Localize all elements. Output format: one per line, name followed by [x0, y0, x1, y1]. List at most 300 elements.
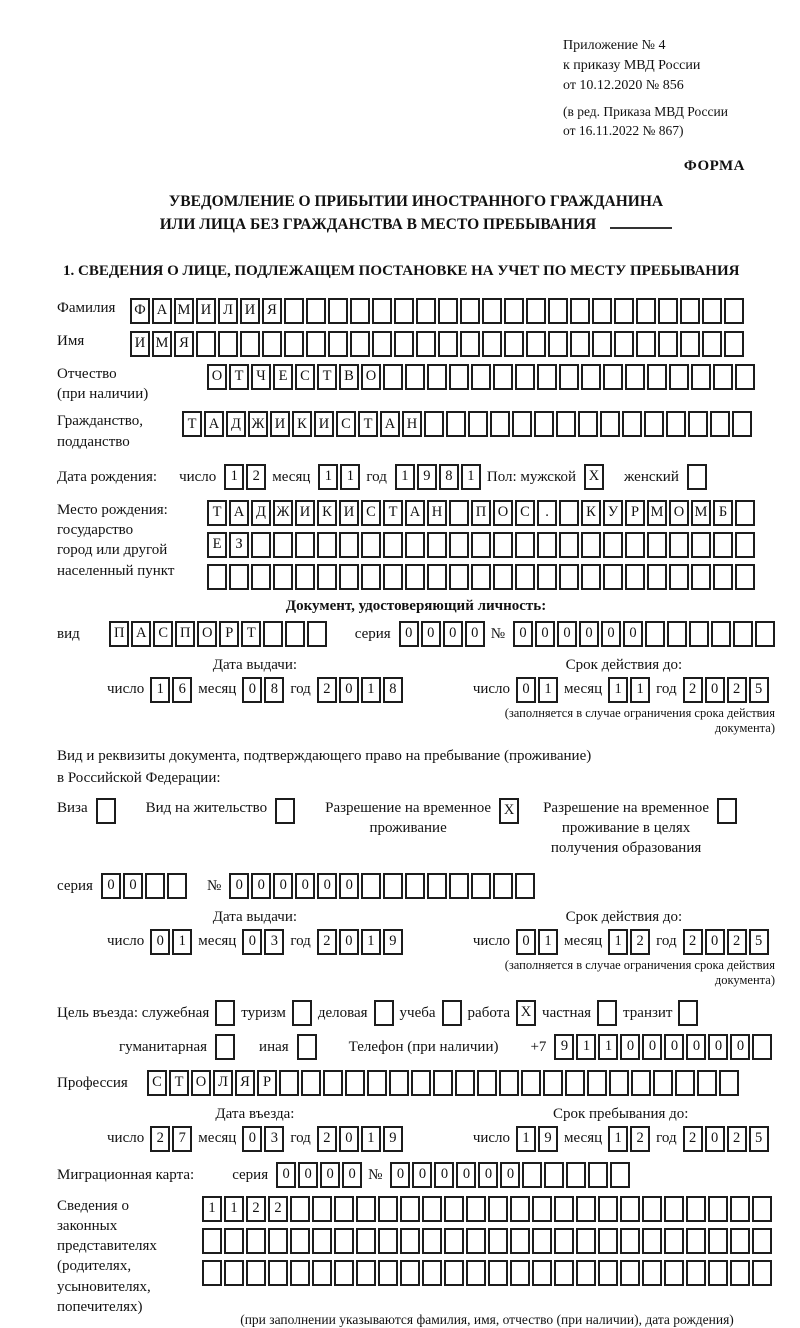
citizenship-cell[interactable]: С	[336, 411, 356, 437]
birth-day-cell[interactable]: 2	[246, 464, 266, 490]
birthplace-cell[interactable]	[735, 564, 755, 590]
permit-valid-month-cell[interactable]: 1	[608, 929, 628, 955]
representative-cell[interactable]	[224, 1228, 244, 1254]
permit-number-cell[interactable]: 0	[229, 873, 249, 899]
permit-number-cell[interactable]	[427, 873, 447, 899]
patronymic-cell[interactable]	[625, 364, 645, 390]
permit-issue-year-cell[interactable]: 0	[339, 929, 359, 955]
phone-cell[interactable]: 0	[686, 1034, 706, 1060]
mig-series-cell[interactable]: 0	[320, 1162, 340, 1188]
doc-type-cell[interactable]: О	[197, 621, 217, 647]
birthplace-cell[interactable]: М	[691, 500, 711, 526]
mig-number-cell[interactable]: 0	[500, 1162, 520, 1188]
birthplace-cell[interactable]: О	[493, 500, 513, 526]
birthplace-cell[interactable]	[273, 564, 293, 590]
representative-cell[interactable]	[642, 1228, 662, 1254]
representative-cell[interactable]	[268, 1228, 288, 1254]
representative-cell[interactable]	[400, 1260, 420, 1286]
mig-series-cell[interactable]: 0	[298, 1162, 318, 1188]
surname-cell[interactable]	[372, 298, 392, 324]
representative-cell[interactable]	[642, 1196, 662, 1222]
doc-number-cell[interactable]	[689, 621, 709, 647]
doc-series-cell[interactable]: 0	[465, 621, 485, 647]
representative-cell[interactable]	[554, 1228, 574, 1254]
permit-issue-day-cell[interactable]: 0	[150, 929, 170, 955]
representative-cell[interactable]	[268, 1260, 288, 1286]
permit-issue-year-cell[interactable]: 9	[383, 929, 403, 955]
mig-number-cell[interactable]: 0	[412, 1162, 432, 1188]
representative-cell[interactable]	[334, 1228, 354, 1254]
profession-cell[interactable]	[323, 1070, 343, 1096]
citizenship-cell[interactable]: И	[270, 411, 290, 437]
representative-cell[interactable]	[422, 1196, 442, 1222]
doc-valid-day-cell[interactable]: 1	[538, 677, 558, 703]
phone-cell[interactable]: 1	[598, 1034, 618, 1060]
birthplace-cell[interactable]	[251, 564, 271, 590]
birthplace-cell[interactable]	[713, 532, 733, 558]
birthplace-cell[interactable]	[603, 532, 623, 558]
name-cell[interactable]	[438, 331, 458, 357]
phone-cell[interactable]: 9	[554, 1034, 574, 1060]
birthplace-cell[interactable]: Т	[383, 500, 403, 526]
surname-cell[interactable]	[680, 298, 700, 324]
name-cell[interactable]	[350, 331, 370, 357]
birthplace-cell[interactable]	[405, 564, 425, 590]
profession-cell[interactable]	[609, 1070, 629, 1096]
surname-cell[interactable]	[394, 298, 414, 324]
permit-issue-month-cell[interactable]: 0	[242, 929, 262, 955]
representative-cell[interactable]	[752, 1196, 772, 1222]
birthplace-cell[interactable]: Т	[207, 500, 227, 526]
profession-cell[interactable]	[389, 1070, 409, 1096]
profession-cell[interactable]	[587, 1070, 607, 1096]
representative-cell[interactable]	[488, 1196, 508, 1222]
name-cell[interactable]	[680, 331, 700, 357]
entry-day-cell[interactable]: 7	[172, 1126, 192, 1152]
birthplace-cell[interactable]	[471, 532, 491, 558]
profession-cell[interactable]	[631, 1070, 651, 1096]
doc-number-cell[interactable]: 0	[535, 621, 555, 647]
phone-cell[interactable]: 0	[708, 1034, 728, 1060]
profession-cell[interactable]	[279, 1070, 299, 1096]
phone-cell[interactable]: 0	[664, 1034, 684, 1060]
representative-cell[interactable]	[620, 1196, 640, 1222]
surname-cell[interactable]	[482, 298, 502, 324]
profession-cell[interactable]	[565, 1070, 585, 1096]
mig-number-cell[interactable]: 0	[434, 1162, 454, 1188]
representative-cell[interactable]	[400, 1228, 420, 1254]
profession-cell[interactable]: Р	[257, 1070, 277, 1096]
surname-cell[interactable]	[438, 298, 458, 324]
birthplace-cell[interactable]	[339, 532, 359, 558]
doc-number-cell[interactable]: 0	[557, 621, 577, 647]
patronymic-cell[interactable]	[735, 364, 755, 390]
name-cell[interactable]	[636, 331, 656, 357]
citizenship-cell[interactable]	[468, 411, 488, 437]
surname-cell[interactable]	[592, 298, 612, 324]
surname-cell[interactable]	[350, 298, 370, 324]
mig-number-cell[interactable]	[544, 1162, 564, 1188]
doc-valid-year-cell[interactable]: 0	[705, 677, 725, 703]
representative-cell[interactable]	[378, 1196, 398, 1222]
representative-cell[interactable]	[730, 1228, 750, 1254]
surname-cell[interactable]: И	[196, 298, 216, 324]
doc-issue-day-cell[interactable]: 6	[172, 677, 192, 703]
citizenship-cell[interactable]	[688, 411, 708, 437]
birthplace-cell[interactable]: И	[339, 500, 359, 526]
representative-cell[interactable]	[532, 1260, 552, 1286]
name-cell[interactable]	[240, 331, 260, 357]
permit-valid-day-cell[interactable]: 1	[538, 929, 558, 955]
mig-number-cell[interactable]	[522, 1162, 542, 1188]
patronymic-cell[interactable]	[669, 364, 689, 390]
birthplace-cell[interactable]	[361, 532, 381, 558]
birthplace-cell[interactable]	[625, 564, 645, 590]
work-checkbox-cell[interactable]: X	[516, 1000, 536, 1026]
representative-cell[interactable]	[422, 1228, 442, 1254]
birthplace-cell[interactable]	[735, 532, 755, 558]
representative-cell[interactable]	[532, 1228, 552, 1254]
doc-number-cell[interactable]: 0	[623, 621, 643, 647]
citizenship-cell[interactable]	[534, 411, 554, 437]
representative-cell[interactable]	[290, 1196, 310, 1222]
representative-cell[interactable]	[202, 1228, 222, 1254]
permit-number-cell[interactable]	[515, 873, 535, 899]
citizenship-cell[interactable]: А	[204, 411, 224, 437]
doc-series-cell[interactable]: 0	[421, 621, 441, 647]
birthplace-cell[interactable]: П	[471, 500, 491, 526]
representative-cell[interactable]	[290, 1228, 310, 1254]
representative-cell[interactable]	[510, 1228, 530, 1254]
birthplace-cell[interactable]: С	[361, 500, 381, 526]
birthplace-cell[interactable]	[339, 564, 359, 590]
mig-number-cell[interactable]	[566, 1162, 586, 1188]
representative-cell[interactable]	[598, 1260, 618, 1286]
phone-cell[interactable]: 1	[576, 1034, 596, 1060]
representative-cell[interactable]	[686, 1260, 706, 1286]
name-cell[interactable]	[372, 331, 392, 357]
representative-cell[interactable]	[202, 1260, 222, 1286]
profession-cell[interactable]: Я	[235, 1070, 255, 1096]
birthplace-cell[interactable]: О	[669, 500, 689, 526]
temp-permit-edu-checkbox-cell[interactable]	[717, 798, 737, 824]
representative-cell[interactable]	[290, 1260, 310, 1286]
birthplace-cell[interactable]	[691, 532, 711, 558]
citizenship-cell[interactable]	[424, 411, 444, 437]
name-cell[interactable]	[614, 331, 634, 357]
doc-series-cell[interactable]: 0	[443, 621, 463, 647]
birthplace-cell[interactable]	[229, 564, 249, 590]
doc-type-cell[interactable]	[285, 621, 305, 647]
citizenship-cell[interactable]	[556, 411, 576, 437]
doc-valid-year-cell[interactable]: 5	[749, 677, 769, 703]
representative-cell[interactable]	[444, 1228, 464, 1254]
entry-year-cell[interactable]: 0	[339, 1126, 359, 1152]
birthplace-cell[interactable]	[449, 532, 469, 558]
patronymic-cell[interactable]	[713, 364, 733, 390]
citizenship-cell[interactable]	[512, 411, 532, 437]
permit-issue-year-cell[interactable]: 2	[317, 929, 337, 955]
surname-cell[interactable]	[570, 298, 590, 324]
mig-series-cell[interactable]: 0	[276, 1162, 296, 1188]
birthplace-cell[interactable]	[383, 532, 403, 558]
name-cell[interactable]	[504, 331, 524, 357]
representative-cell[interactable]	[356, 1228, 376, 1254]
entry-year-cell[interactable]: 9	[383, 1126, 403, 1152]
visa-checkbox-cell[interactable]	[96, 798, 116, 824]
permit-valid-year-cell[interactable]: 0	[705, 929, 725, 955]
patronymic-cell[interactable]	[493, 364, 513, 390]
citizenship-cell[interactable]: К	[292, 411, 312, 437]
name-cell[interactable]	[262, 331, 282, 357]
profession-cell[interactable]: Т	[169, 1070, 189, 1096]
name-cell[interactable]	[284, 331, 304, 357]
representative-cell[interactable]	[664, 1228, 684, 1254]
surname-cell[interactable]	[724, 298, 744, 324]
birthplace-cell[interactable]	[669, 532, 689, 558]
mig-number-cell[interactable]: 0	[456, 1162, 476, 1188]
name-cell[interactable]	[724, 331, 744, 357]
representative-cell[interactable]	[576, 1196, 596, 1222]
surname-cell[interactable]	[614, 298, 634, 324]
doc-number-cell[interactable]	[645, 621, 665, 647]
doc-issue-year-cell[interactable]: 1	[361, 677, 381, 703]
doc-issue-year-cell[interactable]: 8	[383, 677, 403, 703]
citizenship-cell[interactable]	[622, 411, 642, 437]
profession-cell[interactable]: С	[147, 1070, 167, 1096]
birthplace-cell[interactable]	[537, 532, 557, 558]
patronymic-cell[interactable]	[559, 364, 579, 390]
patronymic-cell[interactable]	[405, 364, 425, 390]
doc-type-cell[interactable]: П	[175, 621, 195, 647]
representative-cell[interactable]	[730, 1196, 750, 1222]
birthplace-cell[interactable]	[515, 532, 535, 558]
representative-cell[interactable]	[422, 1260, 442, 1286]
representative-cell[interactable]	[532, 1196, 552, 1222]
permit-issue-day-cell[interactable]: 1	[172, 929, 192, 955]
surname-cell[interactable]	[328, 298, 348, 324]
entry-year-cell[interactable]: 2	[317, 1126, 337, 1152]
birth-month-cell[interactable]: 1	[318, 464, 338, 490]
citizenship-cell[interactable]	[644, 411, 664, 437]
birthplace-cell[interactable]	[493, 564, 513, 590]
profession-cell[interactable]	[521, 1070, 541, 1096]
surname-cell[interactable]	[460, 298, 480, 324]
surname-cell[interactable]: Я	[262, 298, 282, 324]
representative-cell[interactable]	[444, 1260, 464, 1286]
profession-cell[interactable]	[433, 1070, 453, 1096]
doc-issue-month-cell[interactable]: 0	[242, 677, 262, 703]
profession-cell[interactable]	[301, 1070, 321, 1096]
birth-year-cell[interactable]: 1	[395, 464, 415, 490]
doc-series-cell[interactable]: 0	[399, 621, 419, 647]
birthplace-cell[interactable]	[471, 564, 491, 590]
representative-cell[interactable]	[334, 1196, 354, 1222]
citizenship-cell[interactable]: И	[314, 411, 334, 437]
representative-cell[interactable]	[752, 1228, 772, 1254]
doc-number-cell[interactable]: 0	[513, 621, 533, 647]
citizenship-cell[interactable]: Д	[226, 411, 246, 437]
permit-valid-year-cell[interactable]: 2	[727, 929, 747, 955]
surname-cell[interactable]: Ф	[130, 298, 150, 324]
surname-cell[interactable]	[658, 298, 678, 324]
doc-issue-year-cell[interactable]: 2	[317, 677, 337, 703]
stay-year-cell[interactable]: 5	[749, 1126, 769, 1152]
patronymic-cell[interactable]: Т	[317, 364, 337, 390]
name-cell[interactable]	[306, 331, 326, 357]
birth-day-cell[interactable]: 1	[224, 464, 244, 490]
surname-cell[interactable]	[636, 298, 656, 324]
representative-cell[interactable]: 2	[246, 1196, 266, 1222]
representative-cell[interactable]	[224, 1260, 244, 1286]
entry-month-cell[interactable]: 3	[264, 1126, 284, 1152]
permit-series-cell[interactable]	[145, 873, 165, 899]
stay-month-cell[interactable]: 1	[608, 1126, 628, 1152]
representative-cell[interactable]	[664, 1196, 684, 1222]
mig-number-cell[interactable]	[610, 1162, 630, 1188]
representative-cell[interactable]	[510, 1260, 530, 1286]
name-cell[interactable]	[570, 331, 590, 357]
representative-cell[interactable]	[554, 1260, 574, 1286]
birthplace-cell[interactable]	[647, 564, 667, 590]
profession-cell[interactable]	[543, 1070, 563, 1096]
representative-cell[interactable]	[686, 1196, 706, 1222]
birthplace-cell[interactable]	[427, 564, 447, 590]
permit-number-cell[interactable]: 0	[339, 873, 359, 899]
representative-cell[interactable]	[664, 1260, 684, 1286]
name-cell[interactable]: Я	[174, 331, 194, 357]
name-cell[interactable]	[482, 331, 502, 357]
representative-cell[interactable]	[356, 1260, 376, 1286]
birthplace-cell[interactable]	[295, 532, 315, 558]
birthplace-cell[interactable]: И	[295, 500, 315, 526]
birthplace-cell[interactable]	[449, 564, 469, 590]
surname-cell[interactable]	[702, 298, 722, 324]
permit-valid-year-cell[interactable]: 2	[683, 929, 703, 955]
surname-cell[interactable]	[548, 298, 568, 324]
doc-number-cell[interactable]	[711, 621, 731, 647]
representative-cell[interactable]	[466, 1228, 486, 1254]
profession-cell[interactable]	[719, 1070, 739, 1096]
citizenship-cell[interactable]	[666, 411, 686, 437]
patronymic-cell[interactable]	[427, 364, 447, 390]
patronymic-cell[interactable]	[647, 364, 667, 390]
doc-number-cell[interactable]	[733, 621, 753, 647]
surname-cell[interactable]: И	[240, 298, 260, 324]
sex-female-checkbox-cell[interactable]	[687, 464, 707, 490]
permit-number-cell[interactable]: 0	[251, 873, 271, 899]
doc-type-cell[interactable]: А	[131, 621, 151, 647]
birthplace-cell[interactable]	[559, 564, 579, 590]
permit-number-cell[interactable]	[361, 873, 381, 899]
surname-cell[interactable]: М	[174, 298, 194, 324]
citizenship-cell[interactable]	[578, 411, 598, 437]
birthplace-cell[interactable]: М	[647, 500, 667, 526]
surname-cell[interactable]: Л	[218, 298, 238, 324]
birthplace-cell[interactable]	[405, 532, 425, 558]
representative-cell[interactable]	[576, 1260, 596, 1286]
name-cell[interactable]	[394, 331, 414, 357]
birthplace-cell[interactable]	[383, 564, 403, 590]
surname-cell[interactable]	[526, 298, 546, 324]
birthplace-cell[interactable]: Ж	[273, 500, 293, 526]
citizenship-cell[interactable]: Т	[358, 411, 378, 437]
birthplace-cell[interactable]	[537, 564, 557, 590]
birthplace-cell[interactable]	[515, 564, 535, 590]
mig-number-cell[interactable]: 0	[390, 1162, 410, 1188]
representative-cell[interactable]	[488, 1260, 508, 1286]
doc-type-cell[interactable]	[263, 621, 283, 647]
name-cell[interactable]	[548, 331, 568, 357]
name-cell[interactable]: М	[152, 331, 172, 357]
name-cell[interactable]	[460, 331, 480, 357]
citizenship-cell[interactable]	[490, 411, 510, 437]
representative-cell[interactable]	[466, 1196, 486, 1222]
profession-cell[interactable]	[675, 1070, 695, 1096]
birthplace-cell[interactable]	[251, 532, 271, 558]
name-cell[interactable]	[218, 331, 238, 357]
birthplace-cell[interactable]	[317, 532, 337, 558]
birthplace-cell[interactable]: К	[317, 500, 337, 526]
entry-day-cell[interactable]: 2	[150, 1126, 170, 1152]
doc-type-cell[interactable]: Р	[219, 621, 239, 647]
doc-number-cell[interactable]: 0	[579, 621, 599, 647]
representative-cell[interactable]	[466, 1260, 486, 1286]
doc-number-cell[interactable]: 0	[601, 621, 621, 647]
birthplace-cell[interactable]	[273, 532, 293, 558]
representative-cell[interactable]	[686, 1228, 706, 1254]
patronymic-cell[interactable]	[603, 364, 623, 390]
entry-month-cell[interactable]: 0	[242, 1126, 262, 1152]
birthplace-cell[interactable]	[647, 532, 667, 558]
birthplace-cell[interactable]	[581, 532, 601, 558]
patronymic-cell[interactable]	[537, 364, 557, 390]
representative-cell[interactable]	[620, 1260, 640, 1286]
representative-cell[interactable]	[378, 1228, 398, 1254]
citizenship-cell[interactable]: Н	[402, 411, 422, 437]
residence-permit-checkbox-cell[interactable]	[275, 798, 295, 824]
representative-cell[interactable]	[444, 1196, 464, 1222]
surname-cell[interactable]	[504, 298, 524, 324]
birthplace-cell[interactable]: У	[603, 500, 623, 526]
stay-year-cell[interactable]: 2	[683, 1126, 703, 1152]
profession-cell[interactable]	[499, 1070, 519, 1096]
surname-cell[interactable]	[416, 298, 436, 324]
permit-number-cell[interactable]: 0	[317, 873, 337, 899]
doc-type-cell[interactable]	[307, 621, 327, 647]
temp-permit-checkbox-cell[interactable]: X	[499, 798, 519, 824]
profession-cell[interactable]: Л	[213, 1070, 233, 1096]
patronymic-cell[interactable]	[691, 364, 711, 390]
humanitarian-checkbox-cell[interactable]	[215, 1034, 235, 1060]
doc-type-cell[interactable]: Т	[241, 621, 261, 647]
doc-type-cell[interactable]: С	[153, 621, 173, 647]
birthplace-cell[interactable]	[713, 564, 733, 590]
representative-cell[interactable]	[598, 1196, 618, 1222]
birth-year-cell[interactable]: 8	[439, 464, 459, 490]
birthplace-cell[interactable]	[449, 500, 469, 526]
representative-cell[interactable]	[312, 1260, 332, 1286]
profession-cell[interactable]	[367, 1070, 387, 1096]
doc-type-cell[interactable]: П	[109, 621, 129, 647]
phone-cell[interactable]	[752, 1034, 772, 1060]
birth-year-cell[interactable]: 9	[417, 464, 437, 490]
birthplace-cell[interactable]: Н	[427, 500, 447, 526]
representative-cell[interactable]: 1	[202, 1196, 222, 1222]
name-cell[interactable]	[196, 331, 216, 357]
birthplace-cell[interactable]: Д	[251, 500, 271, 526]
birthplace-cell[interactable]: К	[581, 500, 601, 526]
